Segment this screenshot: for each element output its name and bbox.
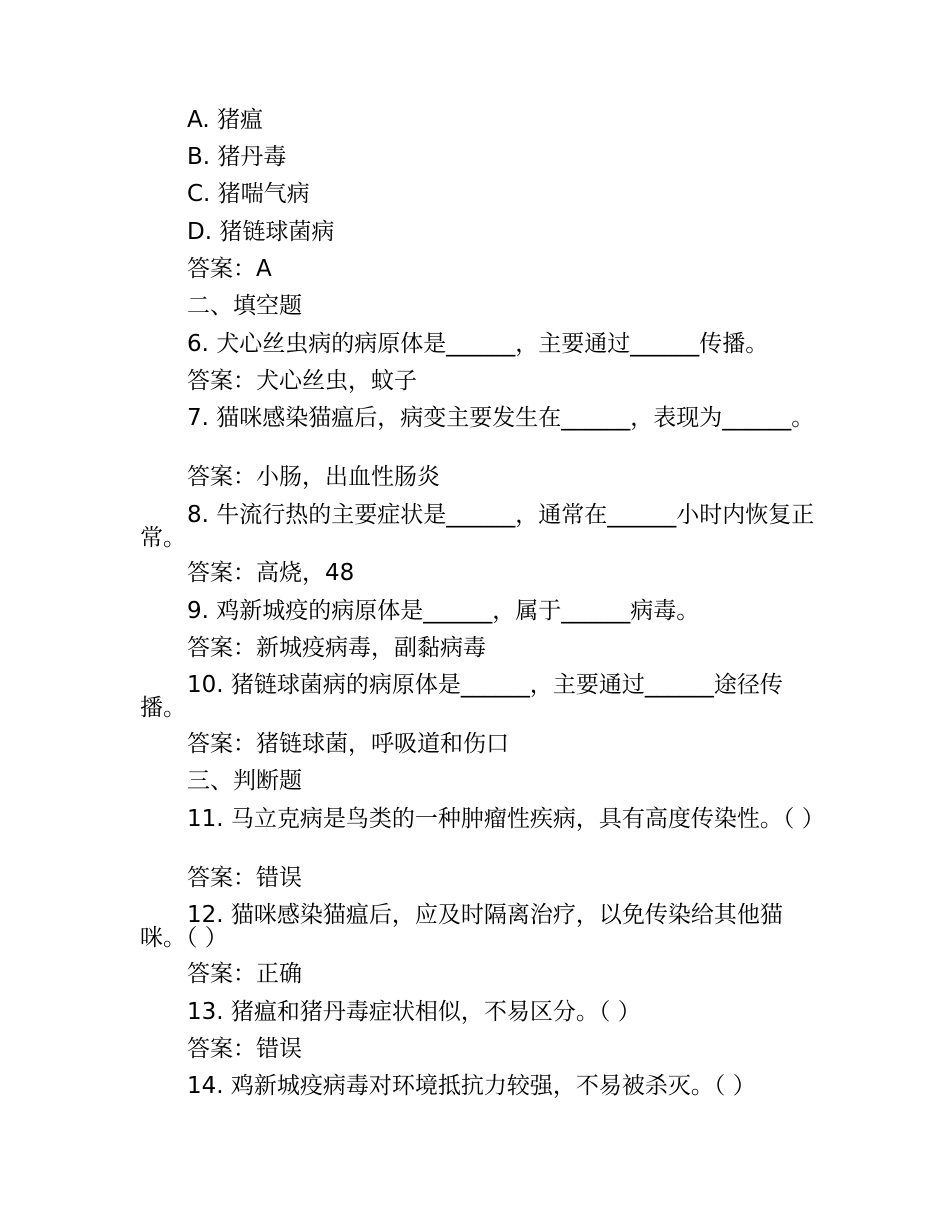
answer-8: 答案：高烧，48 (187, 560, 355, 586)
answer-11: 答案：错误 (187, 865, 302, 891)
answer-12: 答案：正确 (187, 961, 302, 987)
question-13: 13. 猪瘟和猪丹毒症状相似，不易区分。（ ） (187, 999, 641, 1025)
option-a: A. 猪瘟 (187, 107, 263, 133)
section-heading-true-false: 三、判断题 (187, 768, 302, 794)
question-6: 6. 犬心丝虫病的病原体是______，主要通过______传播。 (187, 331, 769, 357)
question-8: 8. 牛流行热的主要症状是______，通常在______小时内恢复正常。 (140, 502, 815, 551)
question-7: 7. 猫咪感染猫瘟后，病变主要发生在______，表现为______。 (187, 405, 815, 431)
answer-5: 答案：A (187, 256, 272, 282)
answer-9: 答案：新城疫病毒，副黏病毒 (187, 635, 486, 661)
option-c: C. 猪喘气病 (187, 181, 310, 207)
question-14: 14. 鸡新城疫病毒对环境抵抗力较强，不易被杀灭。（ ） (187, 1073, 756, 1099)
answer-10: 答案：猪链球菌，呼吸道和伤口 (187, 731, 509, 757)
question-11: 11. 马立克病是鸟类的一种肿瘤性疾病，具有高度传染性。（ ） (187, 806, 825, 832)
option-b: B. 猪丹毒 (187, 144, 287, 170)
question-9: 9. 鸡新城疫的病原体是______，属于______病毒。 (187, 598, 700, 624)
question-12: 12. 猫咪感染猫瘟后，应及时隔离治疗，以免传染给其他猫咪。（ ） (140, 902, 783, 951)
option-d: D. 猪链球菌病 (187, 219, 335, 245)
answer-13: 答案：错误 (187, 1036, 302, 1062)
section-heading-fill-blank: 二、填空题 (187, 293, 302, 319)
question-10: 10. 猪链球菌病的病原体是______，主要通过______途径传播。 (140, 672, 783, 721)
answer-7: 答案：小肠，出血性肠炎 (187, 464, 440, 490)
answer-6: 答案：犬心丝虫，蚊子 (187, 368, 417, 394)
